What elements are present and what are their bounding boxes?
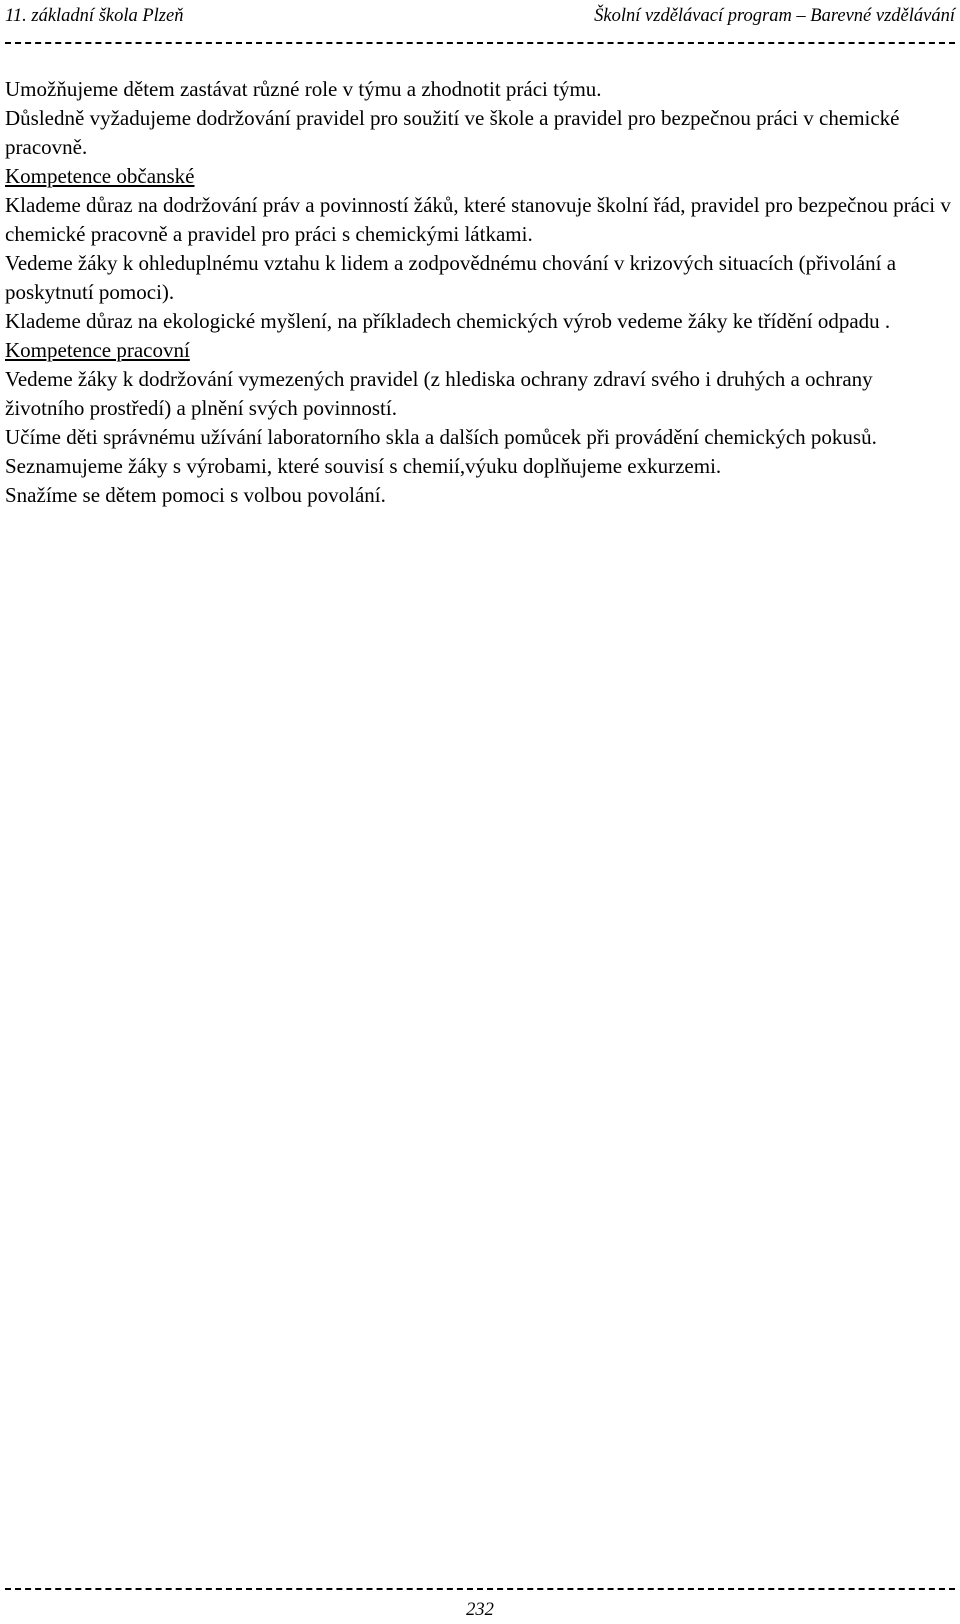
paragraph: Umožňujeme dětem zastávat různé role v týmu a zhodnotit práci týmu. (5, 77, 602, 101)
paragraph: Důsledně vyžadujeme dodržování pravidel pro soužití ve škole a pravidel pro bezpečnou práci v chemické pracovně. (5, 106, 900, 159)
document-body (5, 75, 955, 510)
page-header (5, 4, 955, 28)
paragraph: Seznamujeme žáky s výrobami, které souvisí s chemií,výuku doplňujeme exkurzemi. (5, 454, 722, 478)
program-name: Školní vzdělávací program – Barevné vzdělávání (594, 6, 955, 26)
paragraph: Vedeme žáky k dodržování vymezených pravidel (z hlediska ochrany zdraví svého i druhých a ochrany životního prostředí) a plnění svých povinností. (5, 367, 873, 420)
paragraph: Vedeme žáky k ohleduplnému vztahu k lidem a zodpovědnému chování v krizových situacích (přivolání a poskytnutí pomoci). (5, 251, 897, 304)
page-number: 232 (466, 1600, 494, 1620)
section-heading-work: Kompetence pracovní (5, 338, 190, 362)
paragraph: Učíme děti správnému užívání laboratorního skla a dalších pomůcek při provádění chemických pokusů. (5, 425, 877, 449)
school-name: 11. základní škola Plzeň (5, 6, 184, 26)
paragraph: Snažíme se dětem pomoci s volbou povolání. (5, 483, 386, 507)
paragraph: Klademe důraz na ekologické myšlení, na příkladech chemických výrob vedeme žáky ke třídění odpadu . (5, 309, 891, 333)
footer-divider (5, 1588, 955, 1592)
header-divider (5, 42, 955, 46)
paragraph: Klademe důraz na dodržování práv a povinností žáků, které stanovuje školní řád, pravidel pro bezpečnou práci v chemické pracovně a pravidel pro práci s chemickými látkami. (5, 193, 951, 246)
section-heading-civic: Kompetence občanské (5, 164, 195, 188)
